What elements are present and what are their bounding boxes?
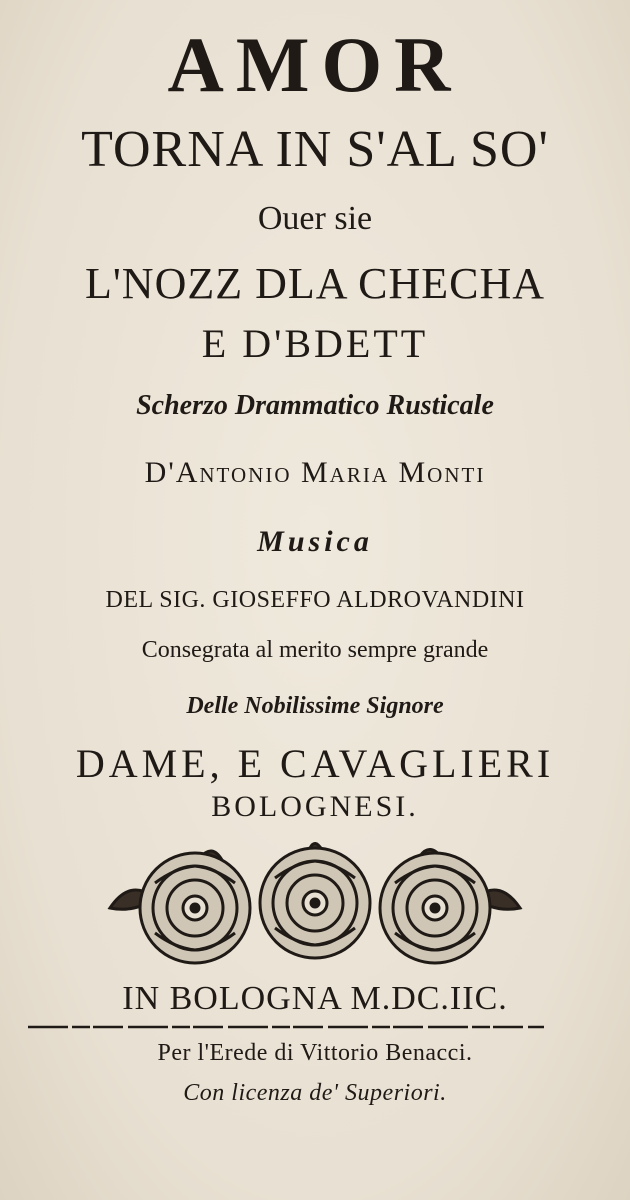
title-line-2: TORNA IN S'AL SO' [81,121,549,178]
composer-line: DEL SIG. GIOSEFFO ALDROVANDINI [105,587,525,613]
dedication-line-4: BOLOGNESI. [211,790,419,823]
genre-line: Scherzo Drammatico Rusticale [136,390,494,421]
printer-line: Per l'Erede di Vittorio Benacci. [157,1040,473,1066]
author-line: D'Antonio Maria Monti [144,456,486,489]
main-title: AMOR [167,21,463,108]
title-connector: Ouer sie [257,200,373,237]
music-label: Musica [257,525,373,558]
imprint-line: IN BOLOGNA M.DC.IIC. [122,980,508,1017]
subtitle-line-2: E D'BDETT [201,321,429,366]
separator-rule [28,1023,544,1031]
floral-woodcut-icon [100,838,530,968]
dedication-line-1: Consegrata al merito sempre grande [141,637,489,663]
subtitle-line-1: L'NOZZ DLA CHECHA [84,259,545,308]
license-line: Con licenza de' Superiori. [183,1080,447,1106]
dedication-line-2: Delle Nobilissime Signore [186,693,444,719]
dedication-line-3: DAME, E CAVAGLIERI [75,741,555,786]
